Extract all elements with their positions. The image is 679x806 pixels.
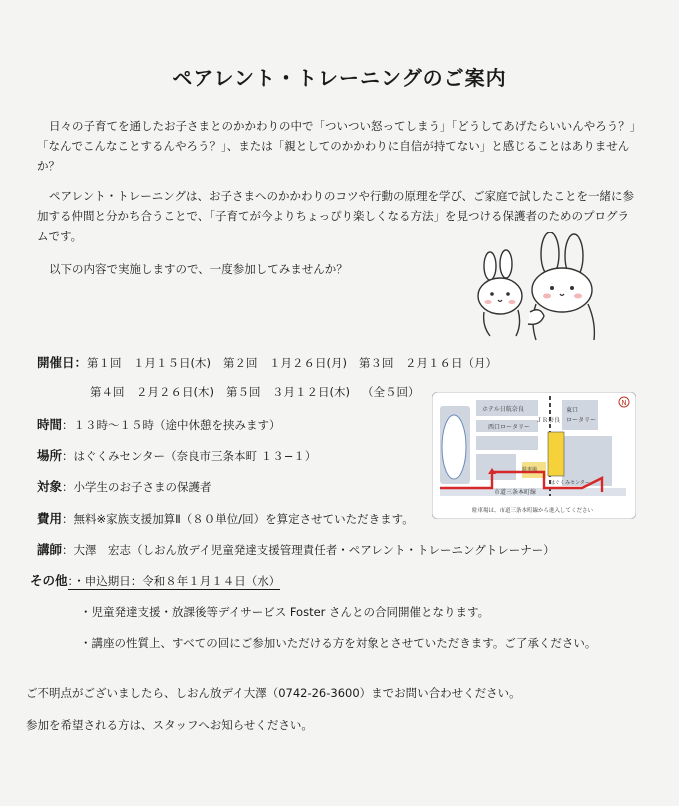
map-street: 市道三条本町線: [494, 489, 537, 496]
fee-row: [37, 509, 414, 527]
map-eastgate: 東口: [566, 407, 579, 414]
contact-line-1: ご不明点がございましたら、しおん放デイ大澤（0742-26-3600）までお問い合わせください。: [26, 686, 521, 700]
session-5: 第５回 ３月１２日(木): [225, 385, 350, 399]
time-value: ：１３時～１５時（途中休憩を挟みます）: [62, 418, 281, 432]
place-row: [37, 446, 316, 464]
access-map: [432, 392, 636, 519]
page-title: ペアレント・トレーニングのご案内: [172, 66, 507, 90]
lecturer-value: ：大澤 宏志（しおん放デイ児童発達支援管理責任者・ペアレント・トレーニングトレーナー）: [62, 543, 555, 557]
map-hotel: ホテル日航奈良: [482, 406, 524, 413]
schedule-label: 開催日：: [37, 355, 88, 370]
map-note: 駐車場は、市道三条本町線から進入してください: [472, 508, 594, 514]
session-total: （全５回）: [361, 385, 420, 399]
target-row: [37, 477, 212, 495]
session-3: 第３回 ２月１６日（月）: [358, 356, 497, 370]
place-label: 場所: [37, 448, 63, 463]
target-label: 対象: [37, 479, 63, 494]
intro-text-2: ペアレント・トレーニングは、お子さまへのかかわりのコツや行動の原理を学び、ご家庭で試したことを一緒に参加する仲間と分かち合うことで、「子育てが今よりちょっぴり楽しくなる方法」を見つける保護者のためのプログラムです。: [37, 189, 635, 243]
other-note-1: ・児童発達支援・放課後等デイサービス Foster さんとの合同開催となります。: [80, 605, 490, 619]
other-row: [30, 571, 280, 589]
deadline-value: ：・申込期日：令和８年１月１４日（水）: [67, 574, 281, 588]
other-label: その他: [30, 573, 68, 588]
time-row: [37, 415, 281, 433]
lecturer-label: 講師: [37, 542, 63, 557]
fee-value: ：無料※家族支援加算Ⅱ（８０単位/回）を算定させていただきます。: [62, 512, 414, 526]
map-parking: 駐車場: [522, 467, 538, 473]
other-note-2: ・講座の性質上、すべての回にご参加いただける方を対象とさせていただきます。ご了承ください。: [80, 636, 597, 650]
map-jr: ＪＲ奈良: [536, 417, 561, 424]
map-north: N: [621, 399, 627, 407]
map-center: はぐくみセンター: [550, 480, 590, 486]
map-eastrotary: ロータリー: [566, 417, 597, 424]
map-rotary: 西口ロータリー: [488, 424, 531, 431]
place-value: ：はぐくみセンター（奈良市三条本町 １３−１）: [62, 449, 317, 463]
session-4: 第４回 ２月２６日(木): [90, 385, 214, 399]
schedule-row-2: [90, 384, 431, 400]
time-label: 時間: [37, 417, 63, 432]
lecturer-row: [37, 540, 555, 558]
rabbit-hug-illustration: [470, 232, 615, 342]
schedule-row-1: [37, 353, 509, 371]
contact-line-2: 参加を希望される方は、スタッフへお知らせください。: [26, 718, 313, 732]
target-value: ：小学生のお子さまの保護者: [62, 480, 212, 494]
intro-text-1: 日々の子育てを通したお子さまとのかかわりの中で「ついつい怒ってしまう」「どうしてあげたらいいんやろう？」「なんでこんなことするんやろう？」、または「親としてのかかわりに自信が持てない」と感じることはありませんか？: [37, 119, 636, 173]
intro-paragraph-1: [37, 116, 637, 176]
fee-label: 費用: [37, 511, 63, 526]
intro-text-3: 以下の内容で実施しますので、一度参加してみませんか？: [49, 262, 348, 276]
session-1: 第１回 １月１５日(木): [87, 356, 211, 370]
session-2: 第２回 １月２６日(月): [223, 356, 347, 370]
